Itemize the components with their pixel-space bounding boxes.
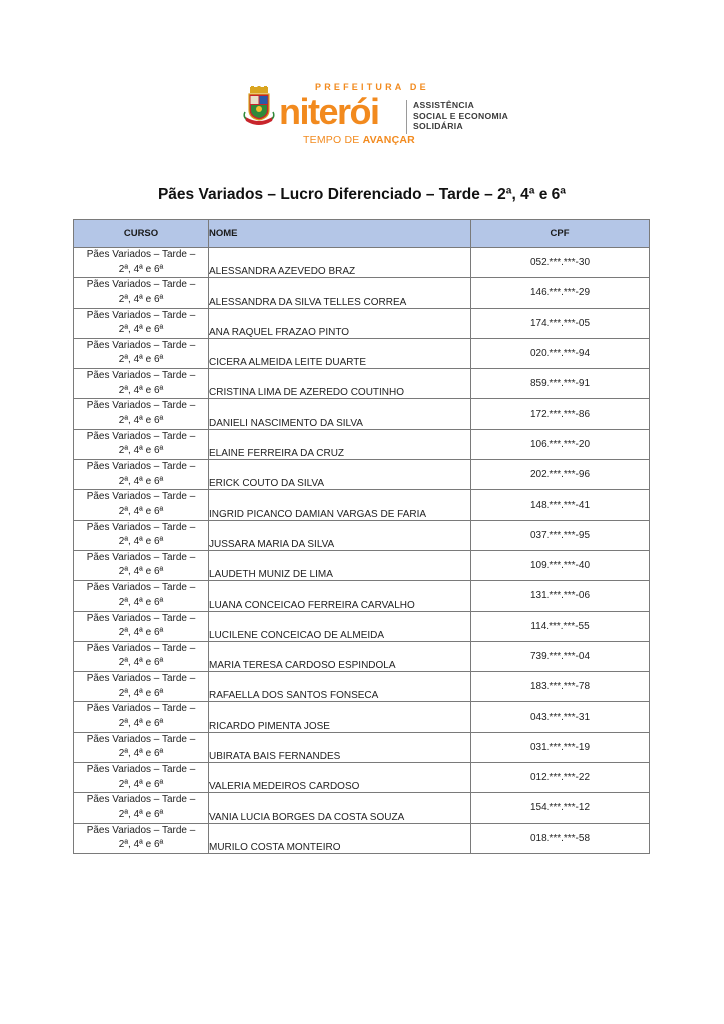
cell-nome: JUSSARA MARIA DA SILVA <box>209 520 471 550</box>
cell-curso <box>74 429 209 459</box>
table-row <box>74 278 650 308</box>
cell-curso-line1: Pães Variados – Tarde – <box>86 551 196 563</box>
logo-secretaria-line: SOLIDÁRIA <box>413 121 463 131</box>
table-row <box>74 550 650 580</box>
table-row <box>74 641 650 671</box>
cell-curso-line1: Pães Variados – Tarde – <box>86 612 196 624</box>
table-row <box>74 490 650 520</box>
cell-nome: ALESSANDRA AZEVEDO BRAZ <box>209 248 471 278</box>
cell-curso <box>74 248 209 278</box>
cell-curso-line1: Pães Variados – Tarde – <box>86 339 196 351</box>
cell-curso <box>74 278 209 308</box>
cell-cpf: 154.***.***-12 <box>471 793 650 823</box>
cell-nome: RAFAELLA DOS SANTOS FONSECA <box>209 672 471 702</box>
cell-cpf: 012.***.***-22 <box>471 763 650 793</box>
cell-curso-line1: Pães Variados – Tarde – <box>86 794 196 806</box>
cell-cpf: 146.***.***-29 <box>471 278 650 308</box>
cell-curso-line2: 2ª, 4ª e 6ª <box>118 384 164 396</box>
cell-cpf: 043.***.***-31 <box>471 702 650 732</box>
table-row <box>74 399 650 429</box>
table-row <box>74 308 650 338</box>
cell-curso-line2: 2ª, 4ª e 6ª <box>118 657 164 669</box>
cell-curso-line1: Pães Variados – Tarde – <box>86 370 196 382</box>
table-row <box>74 611 650 641</box>
cell-curso <box>74 550 209 580</box>
table-row <box>74 248 650 278</box>
cell-nome: LUANA CONCEICAO FERREIRA CARVALHO <box>209 581 471 611</box>
table-row <box>74 460 650 490</box>
cell-curso-line1: Pães Variados – Tarde – <box>86 400 196 412</box>
cell-nome: MARIA TERESA CARDOSO ESPINDOLA <box>209 641 471 671</box>
table-row <box>74 369 650 399</box>
cell-curso-line1: Pães Variados – Tarde – <box>86 430 196 442</box>
cell-curso <box>74 793 209 823</box>
cell-nome: ERICK COUTO DA SILVA <box>209 460 471 490</box>
cell-cpf: 131.***.***-06 <box>471 581 650 611</box>
cell-curso-line1: Pães Variados – Tarde – <box>86 461 196 473</box>
logo-brand-text: niterói <box>279 91 379 132</box>
cell-curso <box>74 399 209 429</box>
cell-curso <box>74 338 209 368</box>
cell-nome: ANA RAQUEL FRAZAO PINTO <box>209 308 471 338</box>
logo-secretaria <box>413 100 508 132</box>
cell-nome: MURILO COSTA MONTEIRO <box>209 823 471 853</box>
table-row <box>74 793 650 823</box>
cell-cpf: 020.***.***-94 <box>471 338 650 368</box>
cell-nome: INGRID PICANCO DAMIAN VARGAS DE FARIA <box>209 490 471 520</box>
cell-nome: CRISTINA LIMA DE AZEREDO COUTINHO <box>209 369 471 399</box>
cell-curso-line2: 2ª, 4ª e 6ª <box>118 445 164 457</box>
logo-secretaria-line: SOCIAL E ECONOMIA <box>413 110 509 121</box>
cell-curso-line1: Pães Variados – Tarde – <box>86 491 196 503</box>
cell-curso <box>74 641 209 671</box>
cell-cpf: 172.***.***-86 <box>471 399 650 429</box>
cell-curso-line2: 2ª, 4ª e 6ª <box>118 808 164 820</box>
prefeitura-logo <box>243 82 523 152</box>
cell-curso-line1: Pães Variados – Tarde – <box>86 249 196 260</box>
cell-cpf: 739.***.***-04 <box>471 641 650 671</box>
enrollment-table <box>73 219 650 854</box>
cell-curso-line1: Pães Variados – Tarde – <box>86 279 196 291</box>
cell-curso <box>74 520 209 550</box>
page-title: Pães Variados – Lucro Diferenciado – Tarde – 2ª, 4ª e 6ª <box>157 186 567 203</box>
cell-curso <box>74 763 209 793</box>
cell-cpf: 106.***.***-20 <box>471 429 650 459</box>
cell-curso-line2: 2ª, 4ª e 6ª <box>118 263 164 275</box>
cell-curso <box>74 581 209 611</box>
table-row <box>74 338 650 368</box>
cell-cpf: 183.***.***-78 <box>471 672 650 702</box>
cell-curso <box>74 702 209 732</box>
cell-cpf: 052.***.***-30 <box>471 248 650 278</box>
cell-nome: RICARDO PIMENTA JOSE <box>209 702 471 732</box>
cell-curso <box>74 460 209 490</box>
cell-curso <box>74 672 209 702</box>
cell-nome: VANIA LUCIA BORGES DA COSTA SOUZA <box>209 793 471 823</box>
cell-curso <box>74 823 209 853</box>
coat-of-arms-icon <box>243 86 275 128</box>
logo-secretaria-line: ASSISTÊNCIA <box>413 100 475 110</box>
cell-curso-line2: 2ª, 4ª e 6ª <box>118 293 164 305</box>
cell-nome: UBIRATA BAIS FERNANDES <box>209 732 471 762</box>
cell-curso-line2: 2ª, 4ª e 6ª <box>118 324 164 336</box>
column-header-curso: CURSO <box>74 220 209 248</box>
cell-nome: ELAINE FERREIRA DA CRUZ <box>209 429 471 459</box>
cell-curso-line1: Pães Variados – Tarde – <box>86 703 196 715</box>
cell-cpf: 174.***.***-05 <box>471 308 650 338</box>
cell-cpf: 114.***.***-55 <box>471 611 650 641</box>
cell-cpf: 109.***.***-40 <box>471 550 650 580</box>
cell-curso-line2: 2ª, 4ª e 6ª <box>118 354 164 366</box>
cell-curso-line2: 2ª, 4ª e 6ª <box>118 627 164 639</box>
cell-cpf: 018.***.***-58 <box>471 823 650 853</box>
column-header-cpf: CPF <box>471 220 650 248</box>
cell-curso-line2: 2ª, 4ª e 6ª <box>118 566 164 578</box>
cell-curso-line2: 2ª, 4ª e 6ª <box>118 475 164 487</box>
cell-curso-line1: Pães Variados – Tarde – <box>86 824 196 836</box>
cell-curso-line2: 2ª, 4ª e 6ª <box>118 687 164 699</box>
table-row <box>74 732 650 762</box>
cell-nome: CICERA ALMEIDA LEITE DUARTE <box>209 338 471 368</box>
cell-curso-line2: 2ª, 4ª e 6ª <box>118 717 164 729</box>
table-row <box>74 520 650 550</box>
column-header-nome: NOME <box>209 220 471 248</box>
cell-curso-line1: Pães Variados – Tarde – <box>86 582 196 594</box>
cell-curso-line2: 2ª, 4ª e 6ª <box>118 839 164 851</box>
cell-nome: ALESSANDRA DA SILVA TELLES CORREA <box>209 278 471 308</box>
logo-prefeitura-text: PREFEITURA DE <box>315 82 429 92</box>
cell-curso <box>74 732 209 762</box>
cell-curso-line1: Pães Variados – Tarde – <box>86 309 196 321</box>
cell-cpf: 031.***.***-19 <box>471 732 650 762</box>
table-row <box>74 429 650 459</box>
cell-curso <box>74 369 209 399</box>
cell-cpf: 037.***.***-95 <box>471 520 650 550</box>
cell-curso-line2: 2ª, 4ª e 6ª <box>118 414 164 426</box>
logo-slogan-regular: TEMPO DE <box>303 134 360 146</box>
cell-cpf: 148.***.***-41 <box>471 490 650 520</box>
cell-cpf: 859.***.***-91 <box>471 369 650 399</box>
cell-nome: LAUDETH MUNIZ DE LIMA <box>209 550 471 580</box>
table-row <box>74 763 650 793</box>
cell-curso <box>74 611 209 641</box>
cell-nome: DANIELI NASCIMENTO DA SILVA <box>209 399 471 429</box>
cell-curso-line1: Pães Variados – Tarde – <box>86 764 196 776</box>
table-row <box>74 702 650 732</box>
cell-curso-line1: Pães Variados – Tarde – <box>86 733 196 745</box>
cell-curso-line2: 2ª, 4ª e 6ª <box>118 596 164 608</box>
cell-curso-line2: 2ª, 4ª e 6ª <box>118 505 164 517</box>
cell-curso <box>74 490 209 520</box>
cell-curso <box>74 308 209 338</box>
table-row <box>74 823 650 853</box>
cell-curso-line2: 2ª, 4ª e 6ª <box>118 778 164 790</box>
cell-curso-line1: Pães Variados – Tarde – <box>86 673 196 685</box>
logo-slogan-bold: AVANÇAR <box>362 134 415 146</box>
table-row <box>74 581 650 611</box>
cell-curso-line2: 2ª, 4ª e 6ª <box>118 536 164 548</box>
table-header-row <box>74 220 650 248</box>
cell-nome: LUCILENE CONCEICAO DE ALMEIDA <box>209 611 471 641</box>
cell-curso-line1: Pães Variados – Tarde – <box>86 642 196 654</box>
cell-cpf: 202.***.***-96 <box>471 460 650 490</box>
table-row <box>74 672 650 702</box>
cell-nome: VALERIA MEDEIROS CARDOSO <box>209 763 471 793</box>
logo-divider <box>406 100 407 134</box>
logo-slogan <box>303 134 415 147</box>
cell-curso-line1: Pães Variados – Tarde – <box>86 521 196 533</box>
cell-curso-line2: 2ª, 4ª e 6ª <box>118 748 164 760</box>
